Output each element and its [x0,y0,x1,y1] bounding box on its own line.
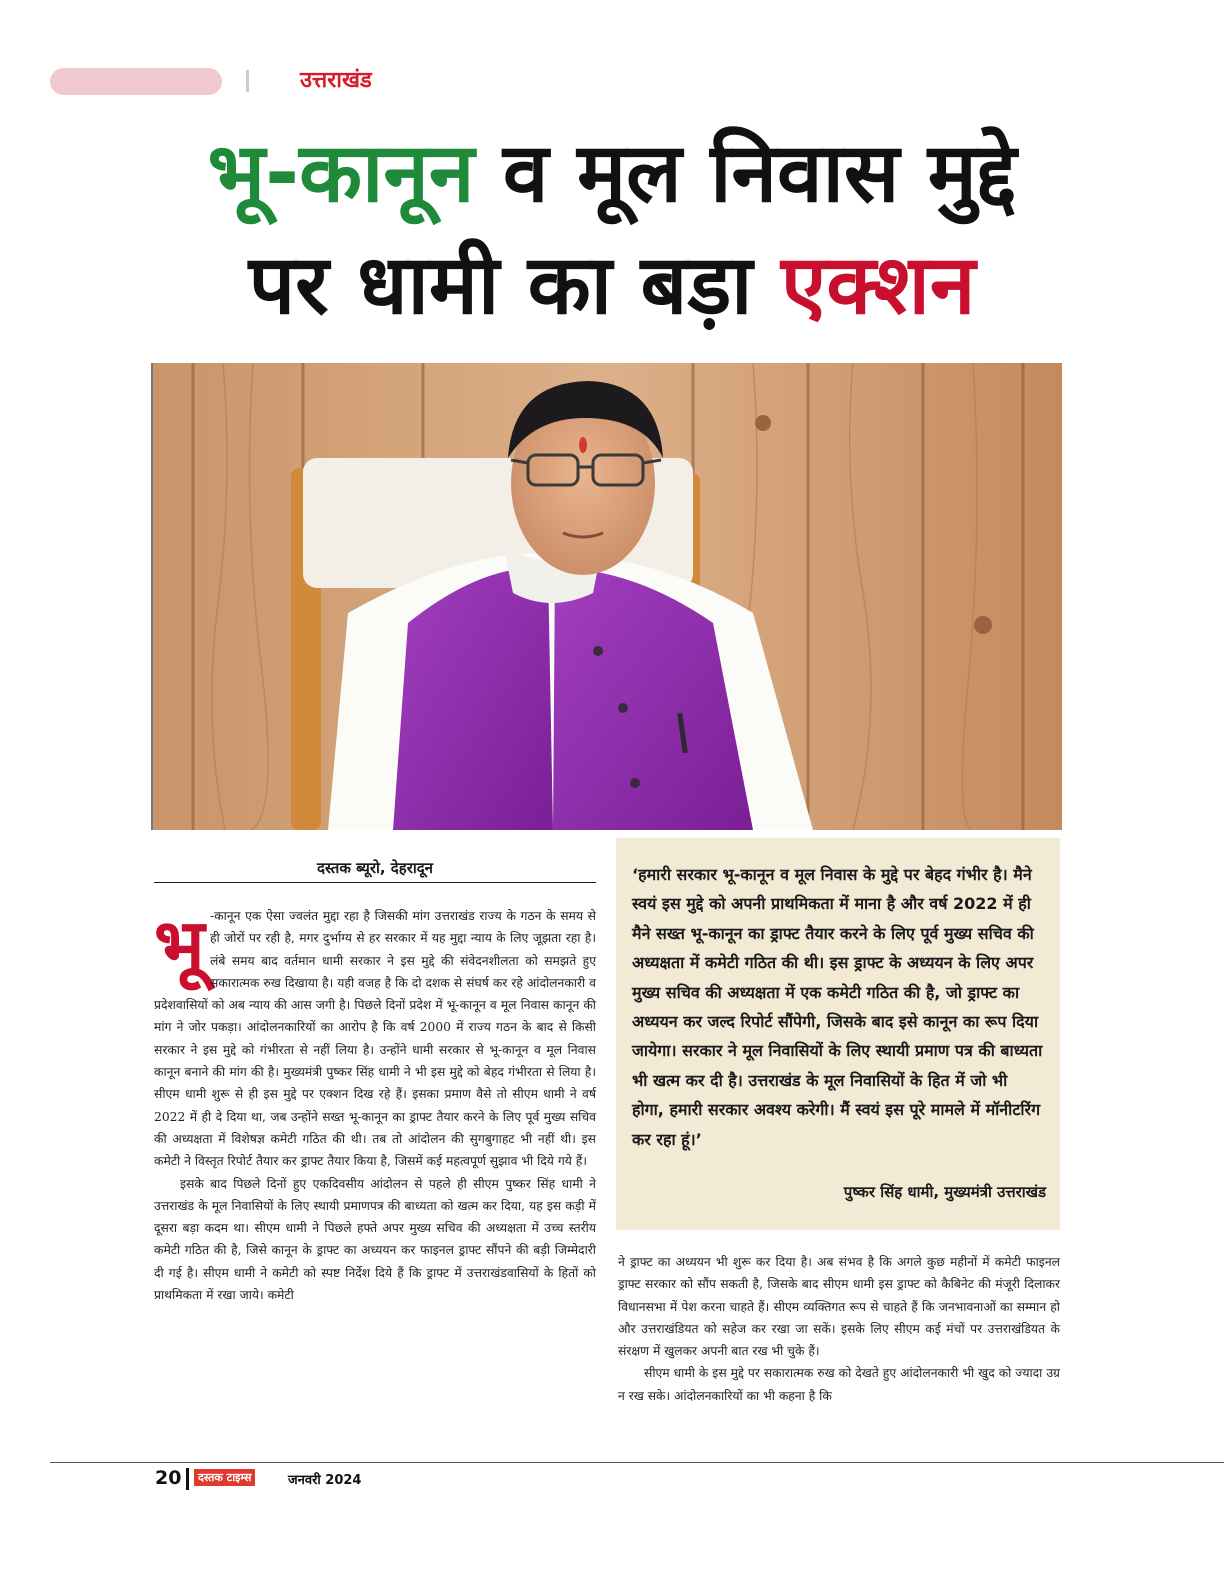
byline: दस्तक ब्यूरो, देहरादून [317,859,433,877]
headline-black-text-1: व मूल निवास मुद्दे [474,126,1017,221]
headline [0,118,1224,342]
footer-divider [186,1468,189,1490]
section-label: उत्तराखंड [300,68,372,93]
headline-black-text-2: पर धामी का बड़ा [248,238,781,333]
article-column-left [154,905,596,1306]
section-divider [246,70,249,92]
headline-red-text: एक्शन [780,238,976,333]
issue-date: जनवरी 2024 [288,1473,362,1488]
body-paragraph-2: इसके बाद पिछले दिनों हुए एकदिवसीय आंदोलन से पहले ही सीएम पुष्कर सिंह धामी ने उत्तराखंड के मूल निवासियों के लिए स्थायी प्रमाणपत्र की बाध्यता को खत्म कर दिया, यह इस कड़ी में दूसरा बड़ा कदम था। सीएम धामी ने पिछले हफ्ते अपर मुख्य सचिव की अध्यक्षता में उच्च स्तरीय कमेटी गठित की है, जिसे कानून के ड्राफ्ट का अध्ययन कर फाइनल ड्राफ्ट सौंपने की बड़ी जिम्मेदारी दी गई है। सीएम धामी ने कमेटी को स्पष्ट निर्देश दिये हैं कि ड्राफ्ट में उत्तराखंडवासियों के हितों को प्राथमिकता में रखा जाये। कमेटी [154,1176,596,1303]
pull-quote-attribution: पुष्कर सिंह धामी, मुख्यमंत्री उत्तराखंड [843,1183,1046,1201]
body-paragraph-3: ने ड्राफ्ट का अध्ययन भी शुरू कर दिया है। अब संभव है कि अगले कुछ महीनों में कमेटी फाइनल ड्राफ्ट सरकार को सौंप सकती है, जिसके बाद सीएम धामी इस ड्राफ्ट को कैबिनेट की मंजूरी दिलाकर विधानसभा में पेश करना चाहते हैं। सीएम व्यक्तिगत रूप से चाहते हैं कि जनभावनाओं का सम्मान हो और उत्तराखंडियत को सहेज कर रखा जा सकें। इसके लिए सीएम कई मंचों पर उत्तराखंडियत के संरक्षण में खुलकर अपनी बात रख भी चुके हैं। [618,1255,1060,1359]
headline-green-text: भू-कानून [207,126,475,221]
pull-quote-text: ‘हमारी सरकार भू-कानून व मूल निवास के मुद्दे पर बेहद गंभीर है। मैने स्वयं इस मुद्दे को अपनी प्राथमिकता में माना है और वर्ष 2022 में ही मैने सख्त भू-कानून का ड्राफ्ट तैयार करने के लिए पूर्व मुख्य सचिव की अध्यक्षता में कमेटी गठित की थी। इस ड्राफ्ट के अध्ययन के लिए अपर मुख्य सचिव की अध्यक्षता में एक कमेटी गठित की है, जो ड्राफ्ट का अध्ययन कर जल्द रिपोर्ट सौंपेगी, जिसके बाद इसे कानून का रूप दिया जायेगा। सरकार ने मूल निवासियों के लिए स्थायी प्रमाण पत्र की बाध्यता भी खत्म कर दी है। उत्तराखंड के मूल निवासियों के हित में जो भी होगा, हमारी सरकार अवश्य करेगी। मैं स्वयं इस पूरे मामले में मॉनीटरिंग कर रहा हूं।’ [632,865,1043,1149]
headline-line-2 [0,230,1224,342]
section-pill [50,68,222,95]
footer-rule [50,1462,1224,1463]
chief-minister-photo [151,363,1062,830]
body-paragraph-1: -कानून एक ऐसा ज्वलंत मुद्दा रहा है जिसकी मांग उत्तराखंड राज्य के गठन के समय से ही जोरों पर रही है, मगर दुर्भाग्य से हर सरकार में यह मुद्दा न्याय के लिए जूझता रहा है। लंबे समय बाद वर्तमान धामी सरकार ने इस मुद्दे की संवेदनशीलता को समझते हुए सकारात्मक रुख दिखाया है। यही वजह है कि दो दशक से संघर्ष कर रहे आंदोलनकारी व प्रदेशवासियों को अब न्याय की आस जगी है। पिछले दिनों प्रदेश में भू-कानून व मूल निवास कानून की मांग ने जोर पकड़ा। आंदोलनकारियों का आरोप है कि वर्ष 2000 में राज्य गठन के बाद से किसी सरकार ने इस मुद्दे को गंभीरता से नहीं लिया है। उन्होंने धामी सरकार से भू-कानून व मूल निवास कानून बनाने की मांग की है। मुख्यमंत्री पुष्कर सिंह धामी ने भी इस मुद्दे को बेहद गंभीरता से लिया है। सीएम धामी शुरू से ही इस मुद्दे पर एक्शन दिख रहे हैं। इसका प्रमाण वैसे तो सीएम धामी ने वर्ष 2022 में ही दे दिया था, जब उन्होंने सख्त भू-कानून का ड्राफ्ट तैयार करने के लिए पूर्व मुख्य सचिव की अध्यक्षता में विशेषज्ञ कमेटी गठित की थी। तब तो आंदोलन की सुगबुगाहट भी नहीं थी। इस कमेटी ने विस्तृत रिपोर्ट तैयार कर ड्राफ्ट तैयार किया है, जिसमें कई महत्वपूर्ण सुझाव भी दिये गये हैं। [154,909,596,1169]
byline-rule [154,882,596,883]
headline-line-1 [0,118,1224,230]
page-number: 20 [155,1467,182,1489]
body-paragraph-4: सीएम धामी के इस मुद्दे पर सकारात्मक रुख को देखते हुए आंदोलनकारी भी खुद को ज्यादा उग्र न रख सके। आंदोलनकारियों का भी कहना है कि [618,1366,1060,1403]
publication-logo: दस्तक टाइम्स [194,1469,255,1486]
dropcap: भू [154,903,205,987]
article-column-right [618,1251,1060,1407]
